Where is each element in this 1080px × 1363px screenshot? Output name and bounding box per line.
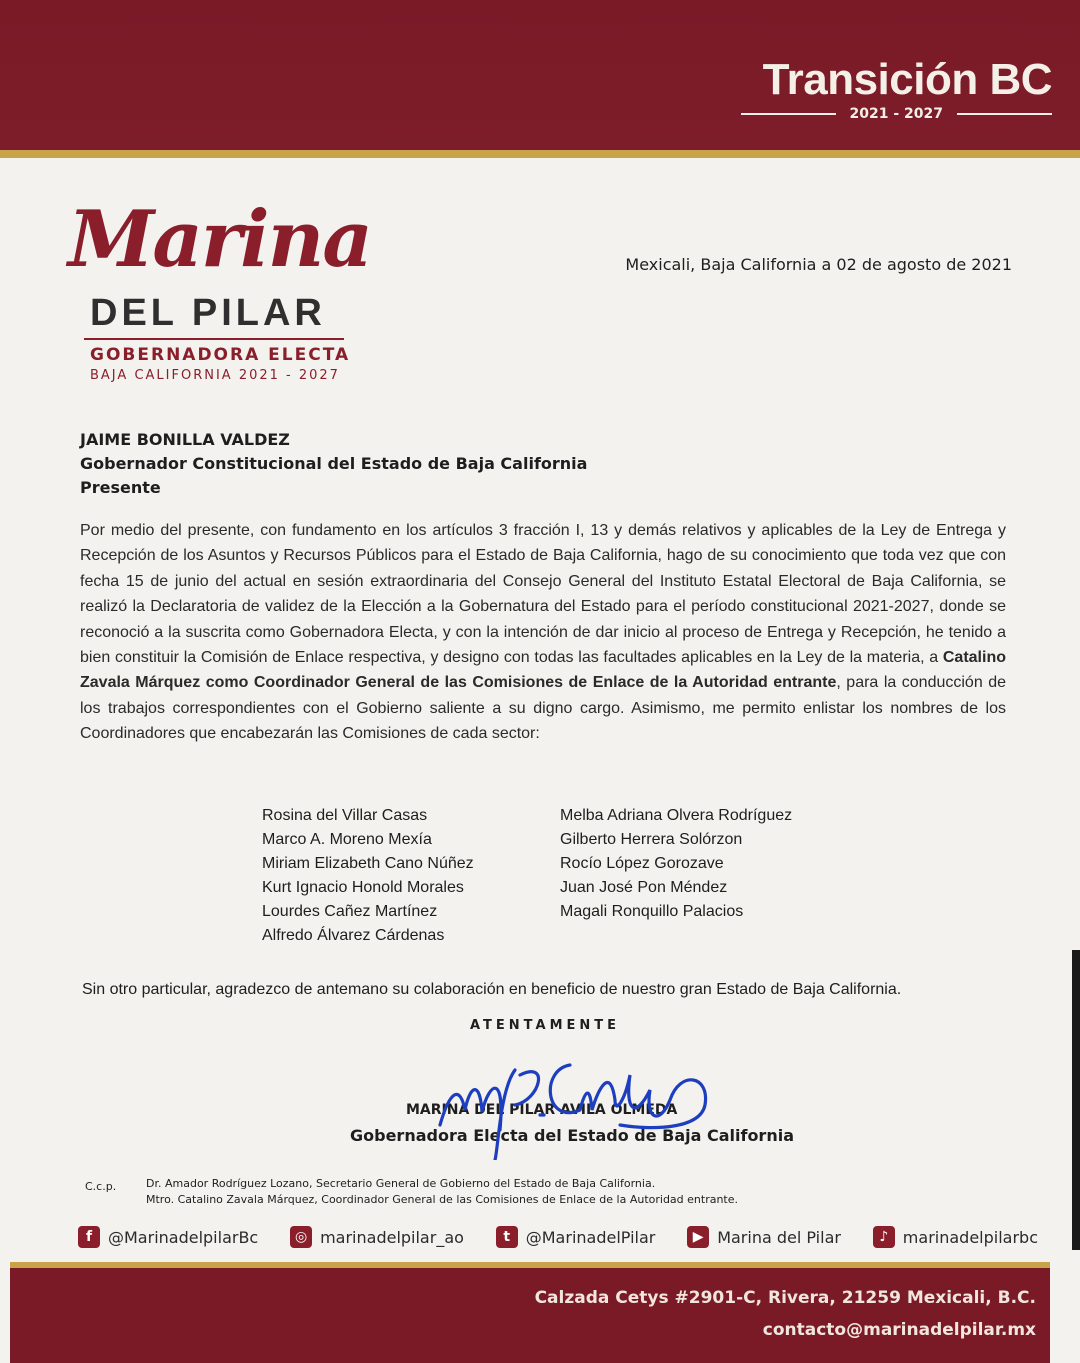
transicion-brand (741, 56, 1053, 122)
coordinator-name: Marco A. Moreno Mexía (262, 831, 432, 848)
social-handle: @MarinadelpilarBc (108, 1227, 259, 1247)
coordinator-name: Lourdes Cañez Martínez (262, 903, 438, 920)
coordinator-name: Rocío López Gorozave (560, 855, 724, 872)
youtube-icon: ▶ (687, 1226, 709, 1248)
logo-del-pilar: DEL PILAR (90, 292, 326, 334)
body-part1: Por medio del presente, con fundamento en los artículos 3 fracción I, 13 y demás relativos y aplicables de la Ley de Entrega y Recepción de los Asuntos y Recursos Públicos para el Estado de Baja California, hago de su conocimiento que toda vez que con fecha 15 de junio del actual en sesión extraordinaria del Consejo General del Instituto Estatal Electoral de Baja California, se realizó la Declaratoria de validez de la Elección a la Gobernatura del Estado para el período constitucional 2021-2027, donde se reconoció a la suscrita como Gobernadora Electa, y con la intención de dar inicio al proceso de Entrega y Recepción, he tenido a bien constituir la Comisión de Enlace respectiva, y designo con todas las facultades aplicables en la Ley de la materia, a (80, 522, 1006, 667)
logo-rule (84, 338, 344, 340)
divider (741, 113, 836, 115)
footer-email[interactable]: contacto@marinadelpilar.mx (762, 1320, 1036, 1340)
addressee-title: Gobernador Constitucional del Estado de Baja California (80, 454, 588, 473)
logo-bc-years: BAJA CALIFORNIA 2021 - 2027 (90, 368, 340, 383)
coordinator-name: Kurt Ignacio Honold Morales (262, 879, 464, 896)
coordinator-name: Rosina del Villar Casas (262, 807, 428, 824)
ccp-label: C.c.p. (85, 1180, 117, 1193)
atentamente: ATENTAMENTE (470, 1018, 621, 1033)
tiktok-icon: ♪ (873, 1226, 895, 1248)
letter-body (80, 518, 1006, 747)
signer-name: MARINA DEL PILAR AVILA OLMEDA (406, 1102, 678, 1118)
marina-del-pilar-logo (62, 190, 372, 400)
footer-address: Calzada Cetys #2901-C, Rivera, 21259 Mexicali, B.C. (534, 1288, 1036, 1308)
coordinators-left (262, 804, 474, 948)
social-handle: marinadelpilar_ao (320, 1227, 464, 1247)
twitter-icon: t (496, 1226, 518, 1248)
closing-line: Sin otro particular, agradezco de antemano su colaboración en beneficio de nuestro gran Estado de Baja California. (82, 981, 902, 998)
instagram-icon: ◎ (290, 1226, 312, 1248)
brand-years-row (741, 106, 1053, 122)
coordinator-name: Juan José Pon Méndez (560, 879, 728, 896)
social-twitter[interactable] (496, 1226, 656, 1248)
brand-title: Transición BC (762, 55, 1052, 104)
logo-script: Marina (68, 194, 371, 285)
social-facebook[interactable] (78, 1226, 258, 1248)
coordinators-right (560, 804, 792, 924)
coordinator-name: Gilberto Herrera Solórzon (560, 831, 743, 848)
social-links (78, 1226, 1038, 1248)
addressee-block (80, 428, 587, 500)
coordinator-name: Alfredo Álvarez Cárdenas (262, 927, 445, 944)
header-gold-stripe (0, 150, 1080, 158)
handwritten-signature (420, 1030, 720, 1160)
signer-role: Gobernadora Electa del Estado de Baja California (350, 1126, 794, 1145)
coordinator-name: Miriam Elizabeth Cano Núñez (262, 855, 474, 872)
header-band (0, 0, 1080, 150)
social-handle: @MarinadelPilar (525, 1227, 656, 1247)
addressee-name: JAIME BONILLA VALDEZ (80, 430, 290, 449)
social-handle: Marina del Pilar (717, 1227, 841, 1247)
social-youtube[interactable] (687, 1226, 841, 1248)
footer-band (10, 1268, 1050, 1363)
coordinator-name: Magali Ronquillo Palacios (560, 903, 744, 920)
body-bold: Catalino Zavala Márquez como Coordinador General de las Comisiones de Enlace de la Autoridad entrante (80, 649, 1006, 692)
social-handle: marinadelpilarbc (902, 1227, 1038, 1247)
social-tiktok[interactable] (873, 1226, 1038, 1248)
logo-gov-title: GOBERNADORA ELECTA (90, 345, 351, 365)
ccp-lines (146, 1176, 738, 1208)
coordinator-name: Melba Adriana Olvera Rodríguez (560, 807, 793, 824)
social-instagram[interactable] (290, 1226, 464, 1248)
brand-years: 2021 - 2027 (849, 106, 943, 122)
body-part2: , para la conducción de los trabajos correspondientes con el Gobierno saliente a su digno cargo. Asimismo, me permito enlistar los nombres de los Coordinadores que encabezarán las Comisiones de cada sector: (80, 674, 1007, 743)
ccp-line: Mtro. Catalino Zavala Márquez, Coordinador General de las Comisiones de Enlace de la Autoridad entrante. (146, 1193, 739, 1206)
page-shadow-edge (1072, 950, 1080, 1250)
divider (957, 113, 1052, 115)
ccp-line: Dr. Amador Rodríguez Lozano, Secretario General de Gobierno del Estado de Baja California. (146, 1177, 656, 1190)
addressee-presente: Presente (80, 478, 161, 497)
letter-date: Mexicali, Baja California a 02 de agosto de 2021 (625, 255, 1012, 274)
facebook-icon: f (78, 1226, 100, 1248)
